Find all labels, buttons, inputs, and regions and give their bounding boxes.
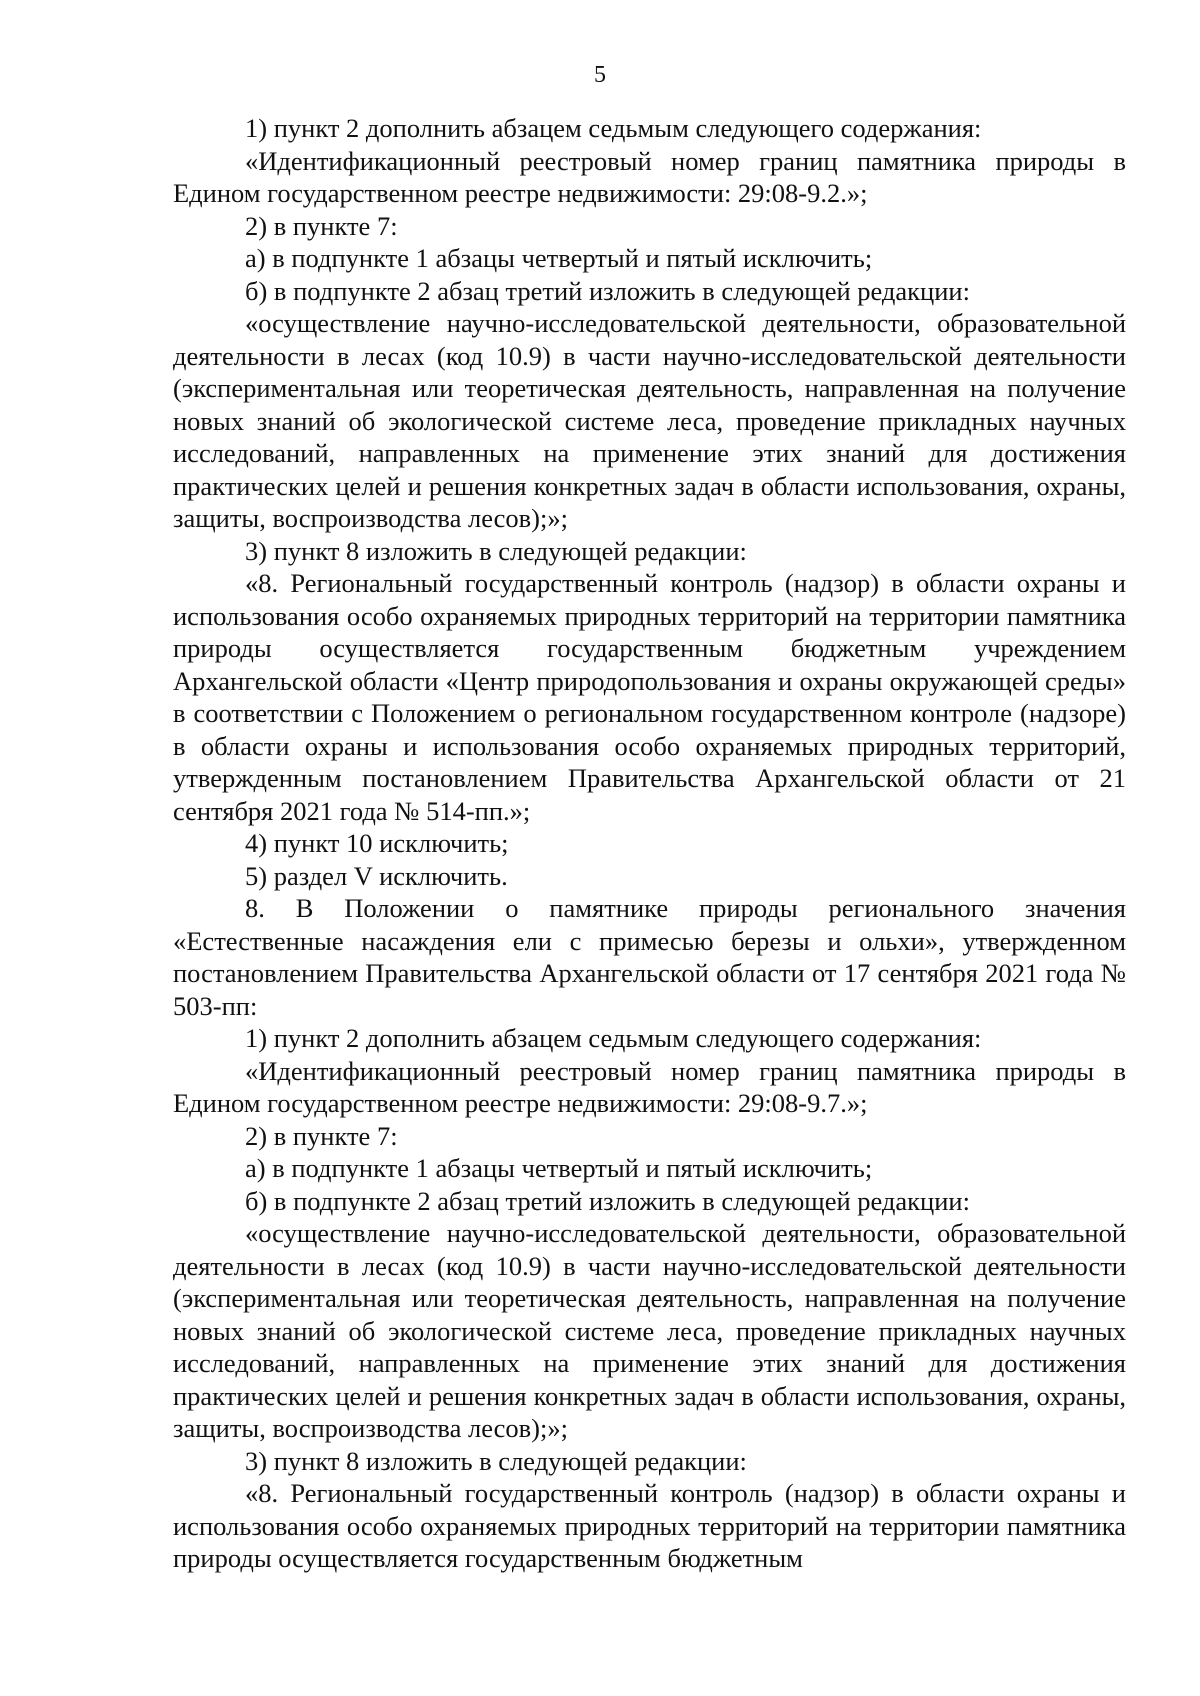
paragraph: 2) в пункте 7: bbox=[245, 210, 398, 241]
page-number: 5 bbox=[594, 62, 606, 88]
paragraph: 3) пункт 8 изложить в следующей редакции: bbox=[245, 535, 747, 566]
paragraph: 8. В Положении о памятнике природы регионального значения «Естественные насаждения ели с примесью березы и ольхи», утвержденном постановлением Правительства Архангельской области от 17 сентября 2021 года № 503-пп: bbox=[173, 893, 1126, 1021]
document-body bbox=[173, 112, 1126, 1575]
paragraph: 2) в пункте 7: bbox=[245, 1120, 398, 1151]
paragraph: 4) пункт 10 исключить; bbox=[245, 828, 509, 858]
paragraph: «8. Региональный государственный контроль (надзор) в области охраны и использования особо охраняемых природных территорий на территории памятника природы осуществляется государственным бюджетным bbox=[173, 1478, 1126, 1573]
paragraph: а) в подпункте 1 абзацы четвертый и пятый исключить; bbox=[245, 1153, 873, 1183]
paragraph: 3) пункт 8 изложить в следующей редакции: bbox=[245, 1445, 747, 1476]
paragraph: б) в подпункте 2 абзац третий изложить в следующей редакции: bbox=[245, 1185, 970, 1216]
paragraph: «осуществление научно-исследовательской деятельности, образовательной деятельности в лесах (код 10.9) в части научно-исследовательской деятельности (экспериментальная или теоретическая деятельность, направленная на получение новых знаний об экологической системе леса, проведение прикладных научных исследований, направленных на применение этих знаний для достижения практических целей и решения конкретных задач в области использования, охраны, защиты, воспроизводства лесов);»; bbox=[173, 308, 1126, 533]
paragraph: «осуществление научно-исследовательской деятельности, образовательной деятельности в лесах (код 10.9) в части научно-исследовательской деятельности (экспериментальная или теоретическая деятельность, направленная на получение новых знаний об экологической системе леса, проведение прикладных научных исследований, направленных на применение этих знаний для достижения практических целей и решения конкретных задач в области использования, охраны, защиты, воспроизводства лесов);»; bbox=[173, 1218, 1126, 1443]
paragraph: «Идентификационный реестровый номер границ памятника природы в Едином государственном реестре недвижимости: 29:08-9.7.»; bbox=[173, 1055, 1126, 1118]
paragraph: «8. Региональный государственный контроль (надзор) в области охраны и использования особо охраняемых природных территорий на территории памятника природы осуществляется государственным бюджетным учреждением Архангельской области «Центр природопользования и охраны окружающей среды» в соответствии с Положением о региональном государственном контроле (надзоре) в области охраны и использования особо охраняемых природных территорий, утвержденным постановлением Правительства Архангельской области от 21 сентября 2021 года № 514-пп.»; bbox=[173, 568, 1126, 826]
paragraph: б) в подпункте 2 абзац третий изложить в следующей редакции: bbox=[245, 275, 970, 306]
paragraph: 1) пункт 2 дополнить абзацем седьмым следующего содержания: bbox=[245, 113, 982, 143]
paragraph: 1) пункт 2 дополнить абзацем седьмым следующего содержания: bbox=[245, 1023, 982, 1053]
paragraph: а) в подпункте 1 абзацы четвертый и пятый исключить; bbox=[245, 243, 873, 273]
paragraph: «Идентификационный реестровый номер границ памятника природы в Едином государственном реестре недвижимости: 29:08-9.2.»; bbox=[173, 145, 1126, 208]
paragraph: 5) раздел V исключить. bbox=[245, 860, 508, 891]
